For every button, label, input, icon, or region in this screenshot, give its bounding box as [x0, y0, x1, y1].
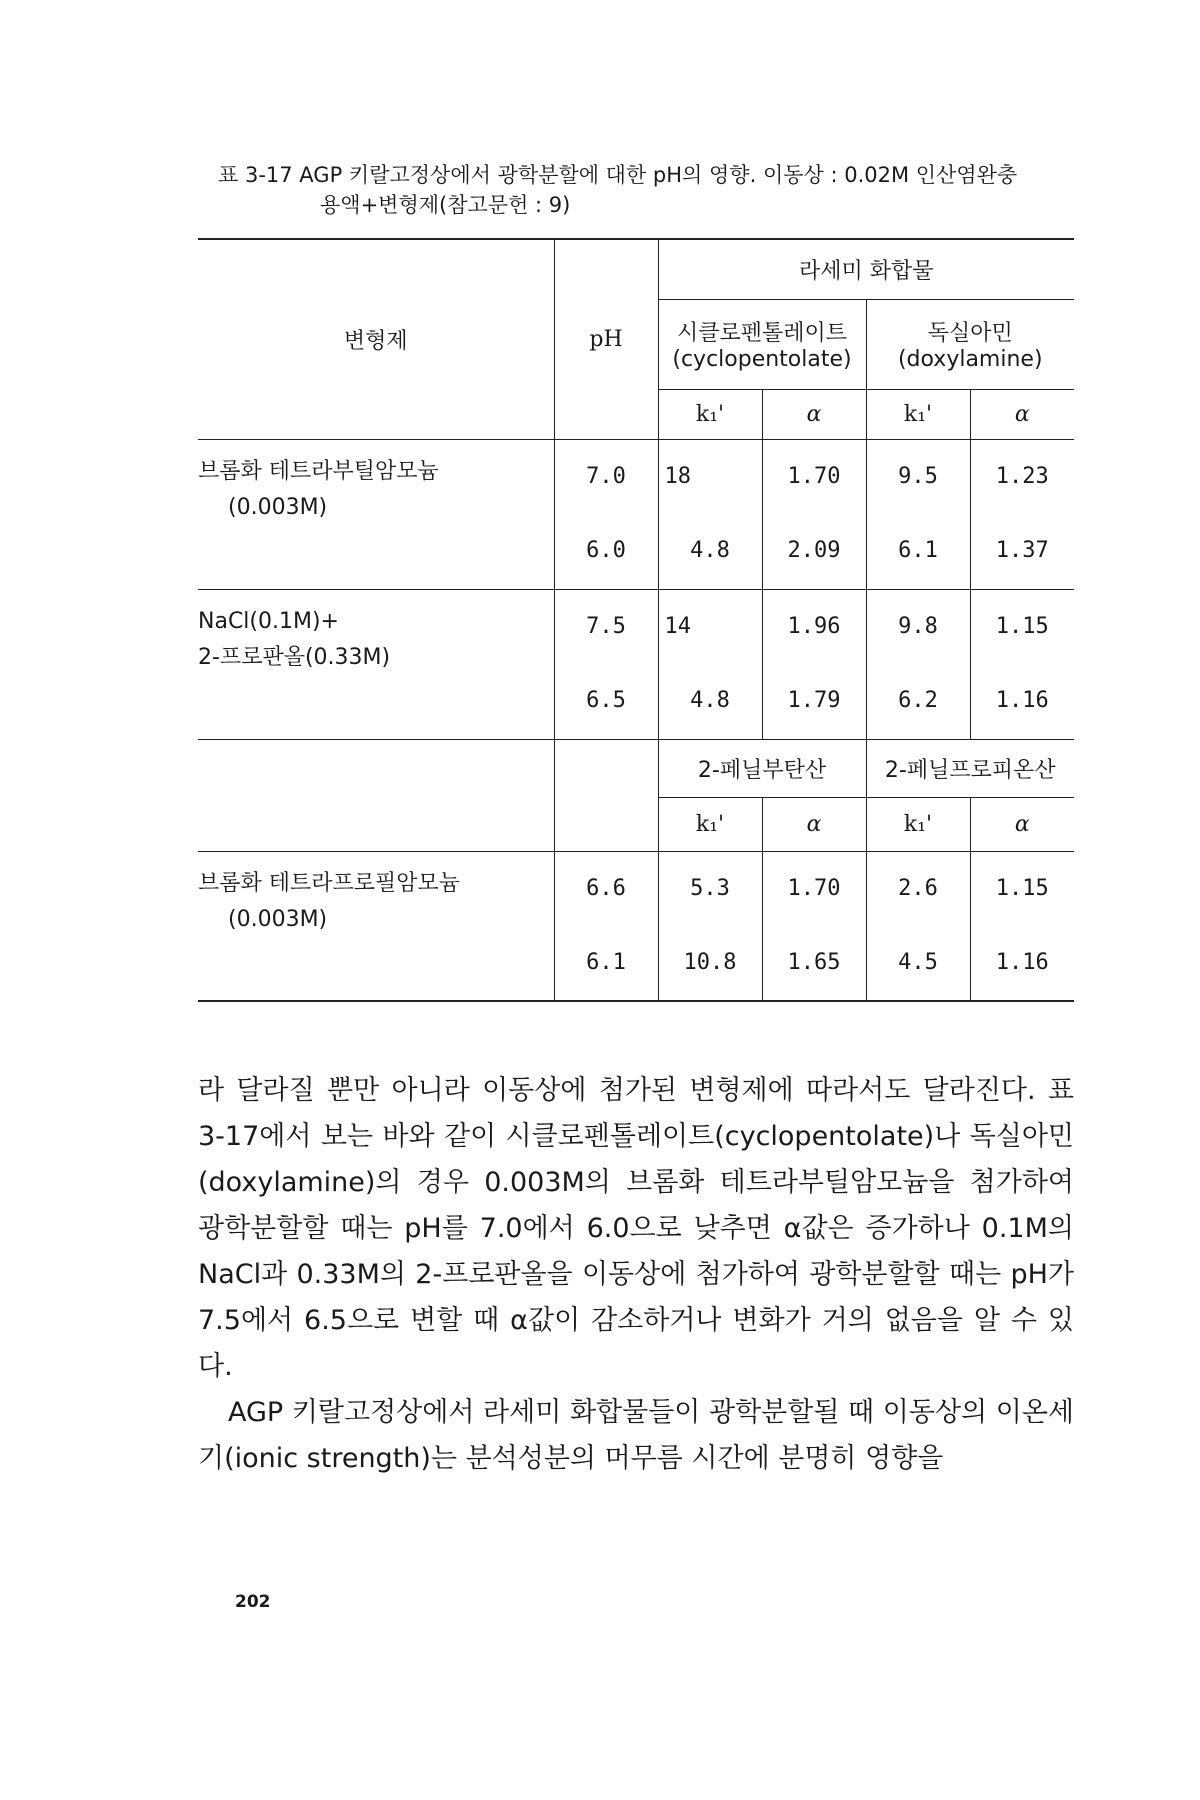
compound1-english: (cyclopentolate)	[672, 347, 852, 372]
table-caption	[218, 160, 1098, 220]
header-alpha: α	[970, 797, 1074, 851]
cell-k1: 4.8	[658, 663, 762, 739]
compound2-english: (doxylamine)	[897, 347, 1043, 372]
paragraph-2: AGP 키랄고정상에서 라세미 화합물들이 광학분할될 때 이동상의 이온세기(ionic strength)는 분석성분의 머무름 시간에 분명히 영향을	[198, 1397, 1074, 1474]
cell-ph: 6.6	[554, 851, 658, 925]
cell-ph: 6.5	[554, 663, 658, 739]
header-compound-phenylbutanoic: 2-페닐부탄산	[658, 739, 866, 797]
modifier-concentration: 2-프로판올(0.33M)	[198, 644, 391, 670]
cell-ph: 7.5	[554, 589, 658, 663]
modifier-cell	[198, 439, 554, 589]
compound1-korean: 시클로펜톨레이트	[676, 321, 848, 346]
header-alpha: α	[762, 797, 866, 851]
header-ph: pH	[554, 239, 658, 439]
modifier-name: 브롬화 테트라부틸암모늄	[198, 458, 439, 484]
header-k1: k₁'	[866, 797, 970, 851]
cell-ph: 7.0	[554, 439, 658, 513]
modifier-name: 브롬화 테트라프로필암모늄	[198, 870, 461, 896]
header-compound-doxylamine	[866, 299, 1074, 389]
cell-alpha: 1.15	[970, 589, 1074, 663]
page-number: 202	[235, 1592, 271, 1612]
cell-alpha: 2.09	[762, 513, 866, 589]
modifier-concentration: (0.003M)	[228, 906, 328, 932]
empty-modifier-header	[198, 739, 554, 851]
cell-k1: 5.3	[658, 851, 762, 925]
header-compound-phenylpropionic: 2-페닐프로피온산	[866, 739, 1074, 797]
cell-k1: 14	[658, 589, 762, 663]
compound2-korean: 독실아민	[927, 321, 1013, 346]
paragraph-1: 라 달라질 뿐만 아니라 이동상에 첨가된 변형제에 따라서도 달라진다. 표 3-17에서 보는 바와 같이 시클로펜톨레이트(cyclopentolate)나 독실아민(doxylamine)의 경우 0.003M의 브롬화 테트라부틸암모늄을 첨가하여 광학분할할 때는 pH를 7.0에서 6.0으로 낮추면 α값은 증가하나 0.1M의 NaCl과 0.33M의 2-프로판올을 이동상에 첨가하여 광학분할할 때는 pH가 7.5에서 6.5으로 변할 때 α값이 감소하거나 변화가 거의 없음을 알 수 있다.	[198, 1075, 1074, 1382]
header-k1: k₁'	[658, 797, 762, 851]
cell-k1: 6.1	[866, 513, 970, 589]
cell-alpha: 1.16	[970, 663, 1074, 739]
cell-alpha: 1.96	[762, 589, 866, 663]
modifier-cell	[198, 851, 554, 1001]
cell-k1: 10.8	[658, 925, 762, 1001]
cell-ph: 6.0	[554, 513, 658, 589]
cell-ph: 6.1	[554, 925, 658, 1001]
cell-k1: 6.2	[866, 663, 970, 739]
cell-alpha: 1.70	[762, 439, 866, 513]
cell-k1: 18	[658, 439, 762, 513]
header-k1: k₁'	[658, 389, 762, 439]
modifier-cell	[198, 589, 554, 739]
ph-effect-table	[198, 238, 1074, 1002]
cell-k1: 9.5	[866, 439, 970, 513]
header-modifier: 변형제	[198, 239, 554, 439]
body-text	[198, 1068, 1074, 1482]
header-racemic: 라세미 화합물	[658, 239, 1074, 299]
header-alpha: α	[762, 389, 866, 439]
empty-ph-header	[554, 739, 658, 851]
cell-alpha: 1.79	[762, 663, 866, 739]
cell-k1: 9.8	[866, 589, 970, 663]
cell-alpha: 1.16	[970, 925, 1074, 1001]
cell-alpha: 1.23	[970, 439, 1074, 513]
cell-k1: 2.6	[866, 851, 970, 925]
modifier-concentration: (0.003M)	[228, 494, 328, 520]
header-alpha: α	[970, 389, 1074, 439]
cell-alpha: 1.70	[762, 851, 866, 925]
cell-k1: 4.8	[658, 513, 762, 589]
header-k1: k₁'	[866, 389, 970, 439]
modifier-name: NaCl(0.1M)+	[198, 608, 339, 634]
caption-line-2: 용액+변형제(참고문헌 : 9)	[320, 193, 571, 217]
caption-line-1: 표 3-17 AGP 키랄고정상에서 광학분할에 대한 pH의 영향. 이동상 : 0.02M 인산염완충	[218, 163, 1018, 187]
cell-alpha: 1.65	[762, 925, 866, 1001]
cell-alpha: 1.37	[970, 513, 1074, 589]
cell-alpha: 1.15	[970, 851, 1074, 925]
header-compound-cyclopentolate	[658, 299, 866, 389]
cell-k1: 4.5	[866, 925, 970, 1001]
